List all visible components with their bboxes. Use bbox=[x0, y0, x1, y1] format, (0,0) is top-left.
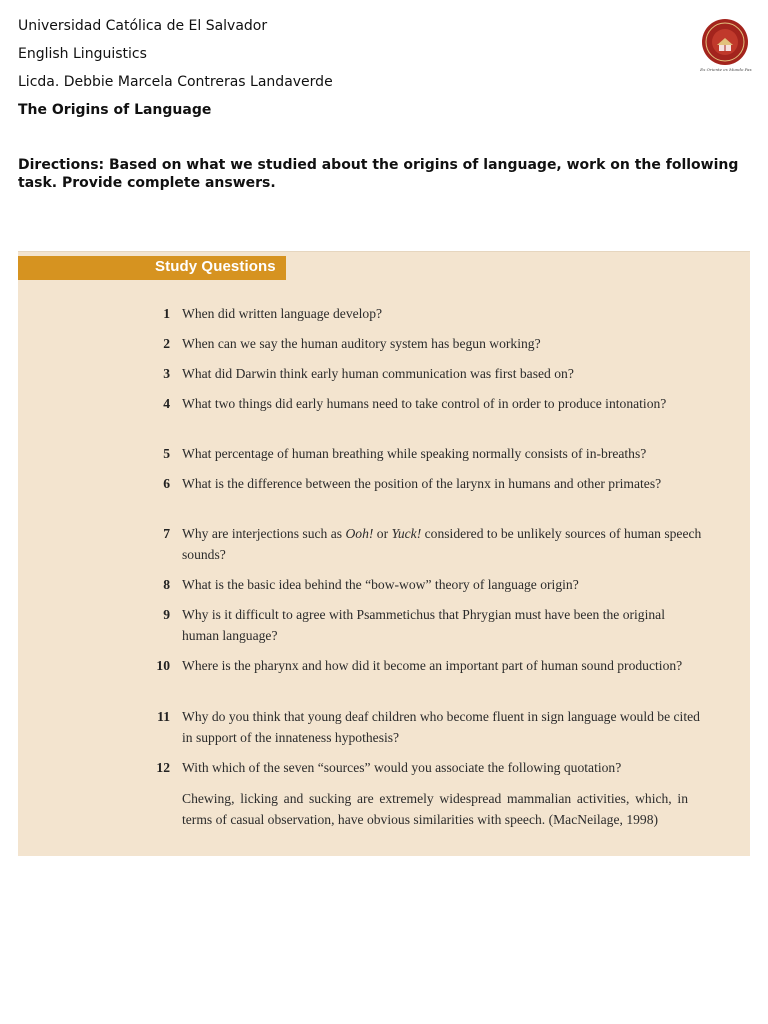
question-text: What is the basic idea behind the “bow-wow” theory of language origin? bbox=[182, 577, 579, 592]
question-text: What did Darwin think early human communication was first based on? bbox=[182, 366, 574, 381]
question-text: When can we say the human auditory system has begun working? bbox=[182, 336, 541, 351]
question-number: 9 bbox=[163, 607, 170, 622]
question-text-italic: Yuck! bbox=[391, 526, 422, 541]
header-course: English Linguistics bbox=[18, 46, 147, 62]
question-text bbox=[182, 523, 702, 565]
question-number: 8 bbox=[163, 577, 170, 592]
page-title: The Origins of Language bbox=[18, 102, 212, 118]
study-questions-heading: Study Questions bbox=[155, 258, 276, 275]
study-questions-panel bbox=[18, 252, 750, 856]
question-number: 6 bbox=[163, 476, 170, 491]
question-text: Why is it difficult to agree with Psammetichus that Phrygian must have been the original human language? bbox=[182, 607, 665, 643]
question-number: 3 bbox=[163, 366, 170, 381]
question-text: What percentage of human breathing while speaking normally consists of in-breaths? bbox=[182, 446, 647, 461]
question-number: 11 bbox=[157, 709, 170, 724]
header-teacher: Licda. Debbie Marcela Contreras Landaverde bbox=[18, 74, 333, 90]
question-text: Where is the pharynx and how did it become an important part of human sound production? bbox=[182, 658, 683, 673]
question-number: 5 bbox=[163, 446, 170, 461]
question-number: 1 bbox=[163, 306, 170, 321]
question-text-part: considered to be unlikely sources of human speech sounds? bbox=[182, 526, 702, 562]
quotation-text: Chewing, licking and sucking are extremely widespread mammalian activities, which, in terms of casual observation, have obvious similarities with speech. (MacNeilage, 1998) bbox=[182, 791, 688, 827]
question-text-part: Why are interjections such as bbox=[182, 526, 346, 541]
question-number: 7 bbox=[163, 526, 170, 541]
question-text: What is the difference between the position of the larynx in humans and other primates? bbox=[182, 476, 662, 491]
question-number: 4 bbox=[163, 396, 170, 411]
university-logo bbox=[700, 18, 752, 74]
question-text-part: or bbox=[373, 526, 392, 541]
question-text: With which of the seven “sources” would you associate the following quotation? bbox=[182, 760, 622, 775]
question-text-italic: Ooh! bbox=[345, 526, 374, 541]
question-text: When did written language develop? bbox=[182, 306, 383, 321]
question-text: What two things did early humans need to take control of in order to produce intonation? bbox=[182, 396, 667, 411]
question-text: Why do you think that young deaf children who become fluent in sign language would be cited in support of the innateness hypothesis? bbox=[182, 709, 700, 745]
question-number: 2 bbox=[163, 336, 170, 351]
svg-text:Ex Oriente ex Mundo Pax: Ex Oriente ex Mundo Pax bbox=[700, 67, 752, 72]
question-number: 10 bbox=[156, 658, 170, 673]
question-number: 12 bbox=[156, 760, 170, 775]
header-university: Universidad Católica de El Salvador bbox=[18, 18, 268, 34]
directions-text: Directions: Based on what we studied about the origins of language, work on the following task. Provide complete answers. bbox=[18, 157, 739, 191]
